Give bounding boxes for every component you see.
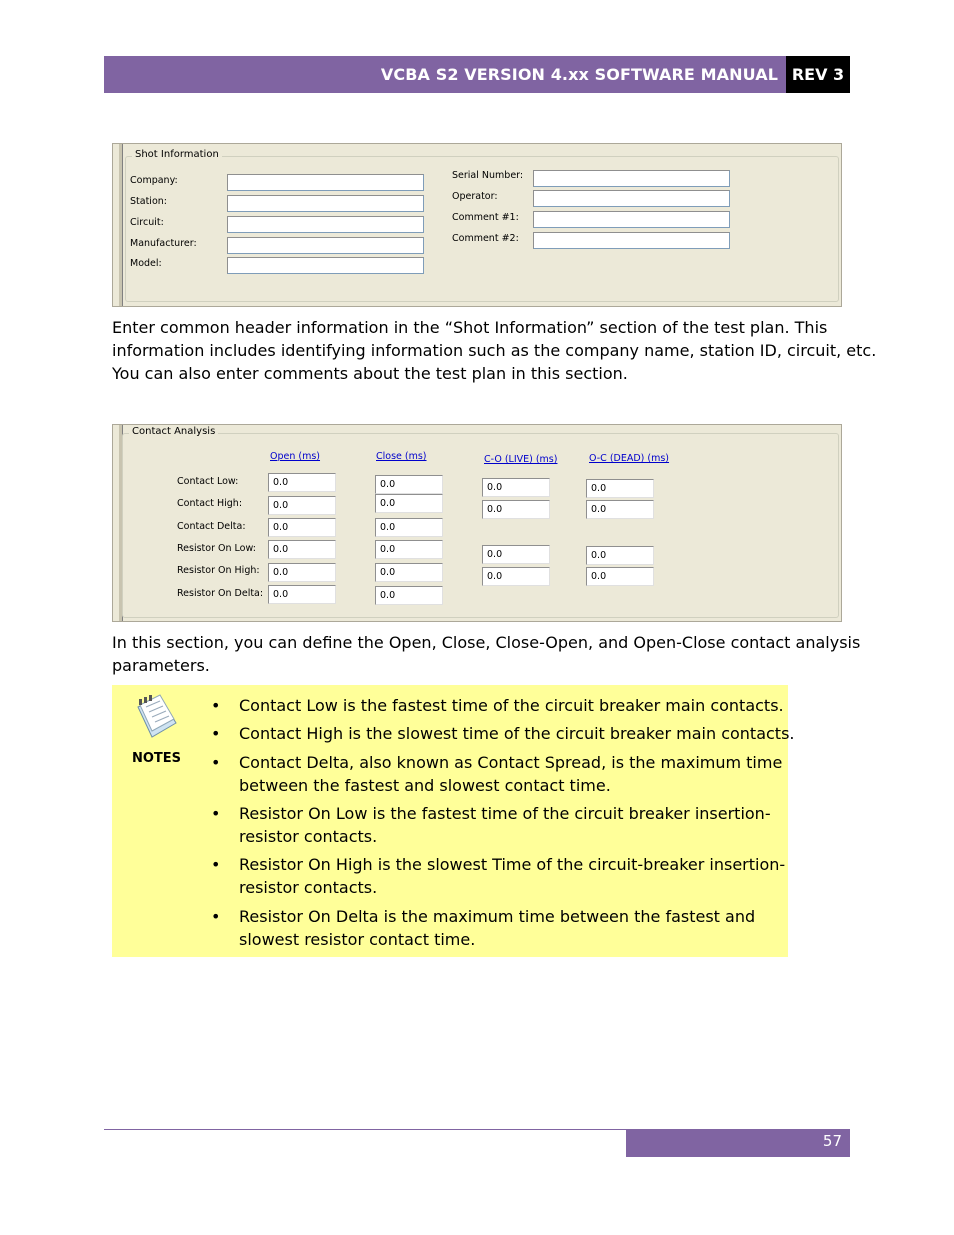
oc-contact-low-field[interactable]: 0.0 [586,479,654,498]
co-live-column-header[interactable]: C-O (LIVE) (ms) [484,454,558,465]
co-contact-high-field[interactable]: 0.0 [482,500,550,519]
close-column-header[interactable]: Close (ms) [376,451,427,462]
manufacturer-field[interactable] [227,237,424,254]
close-contact-high-field[interactable]: 0.0 [375,494,443,513]
open-column-header[interactable]: Open (ms) [270,451,321,462]
note-text: Contact High is the slowest time of the circuit breaker main contacts. [239,724,795,743]
station-field[interactable] [227,195,424,212]
comment-2-field[interactable] [533,232,730,249]
oc-contact-high-field[interactable]: 0.0 [586,500,654,519]
circuit-field[interactable] [227,216,424,233]
paragraph-line: parameters. [112,656,210,675]
serial-number-label: Serial Number: [452,170,524,181]
comment-1-label: Comment #1: [452,212,519,223]
shot-information-panel [112,143,842,307]
bullet-dot: • [211,753,221,772]
co-resistor-low-field[interactable]: 0.0 [482,545,550,564]
contact-high-label: Contact High: [177,498,243,509]
paragraph-line: Enter common header information in the “Shot Information” section of the test plan. This [112,318,828,337]
open-resistor-delta-field[interactable]: 0.0 [268,585,336,604]
operator-label: Operator: [452,191,498,202]
note-text: slowest resistor contact time. [239,930,476,949]
operator-field[interactable] [533,190,730,207]
resistor-on-high-label: Resistor On High: [177,565,260,576]
notepad-icon [130,693,182,741]
revision-badge: REV 3 [786,56,850,93]
note-text: Resistor On Delta is the maximum time between the fastest and [239,907,756,926]
contact-analysis-title: Contact Analysis [129,426,218,437]
station-label: Station: [130,196,167,207]
shot-info-description [112,316,877,385]
open-contact-high-field[interactable]: 0.0 [268,496,336,515]
bullet-dot: • [211,804,221,823]
bullet-dot: • [211,696,221,715]
open-contact-delta-field[interactable]: 0.0 [268,518,336,537]
bullet-dot: • [211,855,221,874]
oc-resistor-low-field[interactable]: 0.0 [586,546,654,565]
note-text: between the fastest and slowest contact time. [239,776,611,795]
paragraph-line: information includes identifying information such as the company name, station ID, circuit, etc. [112,341,877,360]
note-text: Resistor On Low is the fastest time of the circuit breaker insertion- [239,804,771,823]
notes-label: NOTES [132,751,182,766]
header-band [104,56,850,93]
note-text: Contact Delta, also known as Contact Spread, is the maximum time [239,753,783,772]
note-text: resistor contacts. [239,827,378,846]
circuit-label: Circuit: [130,217,164,228]
comment-2-label: Comment #2: [452,233,519,244]
paragraph-line: You can also enter comments about the test plan in this section. [112,364,628,383]
open-contact-low-field[interactable]: 0.0 [268,473,336,492]
shot-information-title: Shot Information [132,149,222,160]
resistor-on-low-label: Resistor On Low: [177,543,256,554]
bullet-dot: • [211,907,221,926]
open-resistor-high-field[interactable]: 0.0 [268,563,336,582]
comment-1-field[interactable] [533,211,730,228]
footer-band [626,1129,850,1157]
note-text: resistor contacts. [239,878,378,897]
page-number: 57 [822,1132,842,1150]
oc-resistor-high-field[interactable]: 0.0 [586,567,654,586]
note-text: Resistor On High is the slowest Time of the circuit-breaker insertion- [239,855,786,874]
oc-dead-column-header[interactable]: O-C (DEAD) (ms) [589,453,670,464]
open-resistor-low-field[interactable]: 0.0 [268,540,336,559]
contact-analysis-panel [112,424,842,622]
close-resistor-delta-field[interactable]: 0.0 [375,586,443,605]
footer-rule [104,1129,626,1130]
co-contact-low-field[interactable]: 0.0 [482,478,550,497]
contact-analysis-description [112,631,861,677]
manufacturer-label: Manufacturer: [130,238,197,249]
note-text: Contact Low is the fastest time of the circuit breaker main contacts. [239,696,784,715]
contact-delta-label: Contact Delta: [177,521,246,532]
bullet-dot: • [211,724,221,743]
paragraph-line: In this section, you can define the Open, Close, Close-Open, and Open-Close contact analysis [112,633,861,652]
close-contact-delta-field[interactable]: 0.0 [375,518,443,537]
close-contact-low-field[interactable]: 0.0 [375,475,443,494]
panel-splitter [113,144,123,306]
contact-low-label: Contact Low: [177,476,239,487]
serial-number-field[interactable] [533,170,730,187]
notes-box [112,685,795,957]
company-field[interactable] [227,174,424,191]
model-label: Model: [130,258,162,269]
close-resistor-low-field[interactable]: 0.0 [375,540,443,559]
manual-title: VCBA S2 VERSION 4.xx SOFTWARE MANUAL [380,65,778,84]
company-label: Company: [130,175,178,186]
model-field[interactable] [227,257,424,274]
close-resistor-high-field[interactable]: 0.0 [375,563,443,582]
co-resistor-high-field[interactable]: 0.0 [482,567,550,586]
resistor-on-delta-label: Resistor On Delta: [177,588,264,599]
